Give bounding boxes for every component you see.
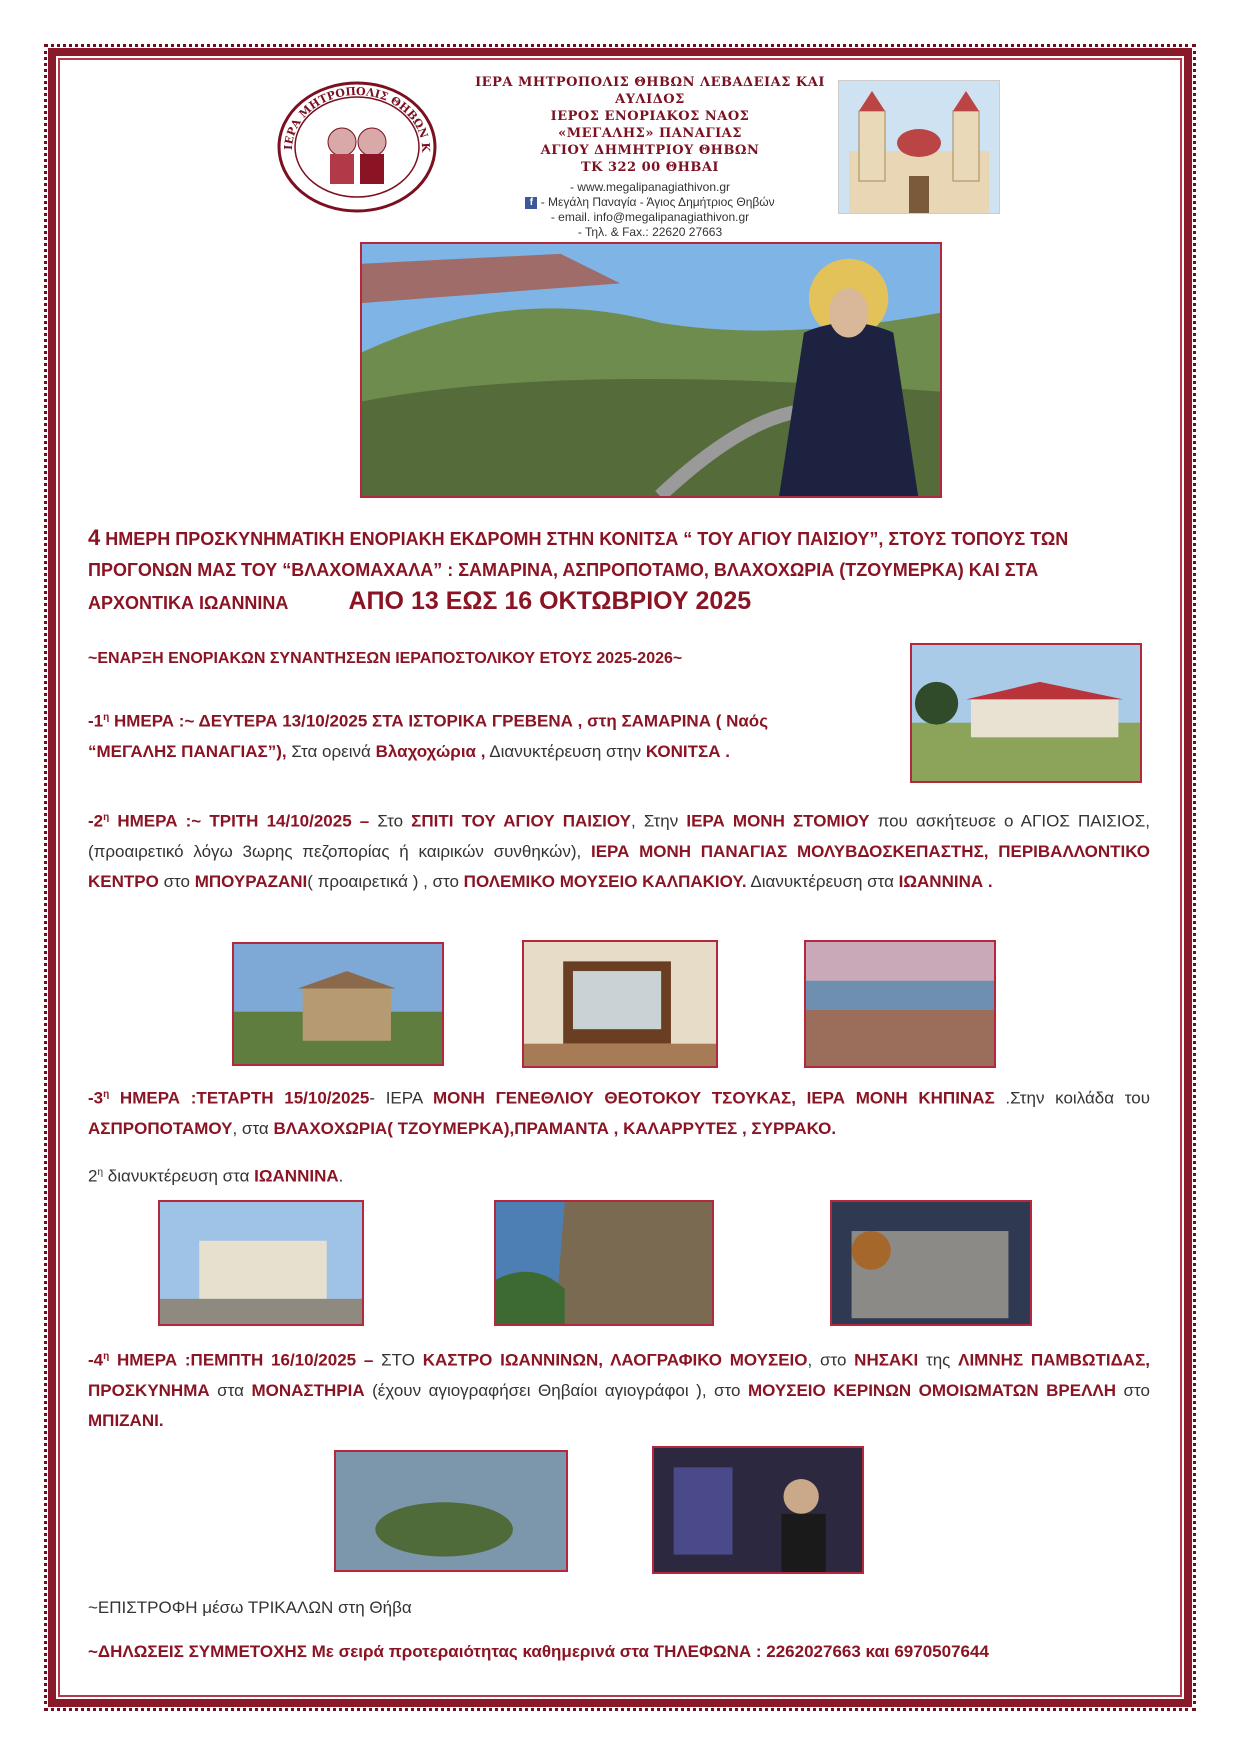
day3-overnight: $2^\eta$ διανυκτέρευση στα ΙΩΑΝΝΙΝΑ. <box>88 1166 344 1186</box>
molyvdoskepasti-monastery-photo <box>232 942 444 1066</box>
vrellis-wax-museum-photo <box>652 1446 864 1574</box>
day3-description: $-3^\eta$ ΗΜΕΡΑ :ΤΕΤΑΡΤΗ 15/10/2025- ΙΕΡΑ ΜΟΝΗ ΓΕΝΕΘΛΙΟΥ ΘΕΟΤΟΚΟΥ ΤΣΟΥΚΑΣ, ΙΕΡΑ ΜΟΝΗ ΚΗΠΙΝΑΣ .Στην κοιλάδα του ΑΣΠΡΟΠΟΤΑΜΟΥ, στα ΒΛΑΧΟΧΩΡΙΑ( ΤΖΟΥΜΕΡΚΑ),ΠΡΑΜΑΝΤΑ , ΚΑΛΑΡΡΥΤΕΣ , ΣΥΡΡΑΚΟ. <box>88 1088 1150 1138</box>
title-line-3: ΑΡΧΟΝΤΙΚΑ ΙΩΑΝΝΙΝΑ <box>88 593 289 613</box>
title-line-2: ΠΡΟΓΟΝΩΝ ΜΑΣ ΤΟΥ “ΒΛΑΧΟΜΑΧΑΛΑ” : ΣΑΜΑΡΙΝΑ, ΑΣΠΡΟΠΟΤΑΜΟ, ΒΛΑΧΟΧΩΡΙΑ (ΤΖΟΥΜΕΡΚΑ) ΚΑΙ ΣΤΑ <box>88 560 1039 580</box>
season-start-subtitle: ~ΕΝΑΡΞΗ ΕΝΟΡΙΑΚΩΝ ΣΥΝΑΝΤΗΣΕΩΝ ΙΕΡΑΠΟΣΤΟΛΙΚΟΥ ΕΤΟΥΣ 2025-2026~ <box>88 650 683 667</box>
email-link[interactable]: - email. info@megalipanagiathivon.gr <box>550 210 750 224</box>
facebook-link[interactable] <box>470 195 830 210</box>
metropolis-seal <box>272 80 442 215</box>
syrrako-village-photo <box>830 1200 1032 1326</box>
phone-fax: - Τηλ. & Fax.: 22620 27663 <box>577 225 723 239</box>
seal-text: ΙΕΡΑ ΜΗΤΡΟΠΟΛΙΣ ΘΗΒΩΝ Κ <box>281 84 433 153</box>
church-photo <box>838 80 1000 214</box>
header-line-1: ΙΕΡΑ ΜΗΤΡΟΠΟΛΙΣ ΘΗΒΩΝ ΛΕΒΑΔΕΙΑΣ ΚΑΙ ΑΥΛΙΔΟΣ <box>475 75 825 107</box>
trip-title: 4 ΗΜΕΡΗ ΠΡΟΣΚΥΝΗΜΑΤΙΚΗ ΕΝΟΡΙΑΚΗ ΕΚΔΡΟΜΗ ΣΤΗΝ ΚΟΝΙΤΣΑ “ ΤΟΥ ΑΓΙΟΥ ΠΑΙΣΙΟΥ”, ΣΤΟΥΣ ΤΟΠΟΥΣ ΤΩΝ ΠΡΟΓΟΝΩΝ ΜΑΣ ΤΟΥ “ΒΛΑΧΟΜΑΧΑΛΑ” : ΣΑΜΑΡΙΝΑ, ΑΣΠΡΟΠΟΤΑΜΟ, ΒΛΑΧΟΧΩΡΙΑ (ΤΖΟΥΜΕΡΚΑ) ΚΑΙ ΣΤΑ ΑΡΧΟΝΤΙΚΑ ΙΩΑΝΝΙΝΑ ΑΠΟ 13 ΕΩΣ 16 ΟΚΤΩΒΡΙΟΥ 2025 <box>88 522 1152 619</box>
day2-description: $-2^\eta$ ΗΜΕΡΑ :~ ΤΡΙΤΗ 14/10/2025 – Στο ΣΠΙΤΙ ΤΟΥ ΑΓΙΟΥ ΠΑΙΣΙΟΥ, Στην ΙΕΡΑ ΜΟΝΗ ΣΤΟΜΙΟΥ που ασκήτευσε ο ΑΓΙΟΣ ΠΑΙΣΙΟΣ, (προαιρετικό λόγω 3ωρης πεζοπορίας ή καιρικών συνθηκών), ΙΕΡΑ ΜΟΝΗ ΠΑΝΑΓΙΑΣ ΜΟΛΥΒΔΟΣΚΕΠΑΣΤΗΣ, ΠΕΡΙΒΑΛΛΟΝΤΙΚΟ ΚΕΝΤΡΟ στο ΜΠΟΥΡΑΖΑΝΙ( προαιρετικά ) , στο ΠΟΛΕΜΙΚΟ ΜΟΥΣΕΙΟ ΚΑΛΠΑΚΙΟΥ. Διανυκτέρευση στα ΙΩΑΝΝΙΝΑ . <box>88 811 1150 891</box>
tsoukas-monastery-photo <box>158 1200 364 1326</box>
samarina-church-photo <box>910 643 1142 783</box>
kipina-monastery-photo <box>494 1200 714 1326</box>
parish-header <box>470 74 830 240</box>
header-line-2: ΙΕΡΟΣ ΕΝΟΡΙΑΚΟΣ ΝΑΟΣ <box>550 109 750 124</box>
header-line-4: ΑΓΙΟΥ ΔΗΜΗΤΡΙΟΥ ΘΗΒΩΝ <box>540 143 760 158</box>
header-line-3: «ΜΕΓΑΛΗΣ» ΠΑΝΑΓΙΑΣ <box>558 126 742 141</box>
registration-info: ~ΔΗΛΩΣΕΙΣ ΣΥΜΜΕΤΟΧΗΣ Με σειρά προτεραιότητας καθημερινά στα ΤΗΛΕΦΩΝΑ : 2262027663 και 6970507644 <box>88 1642 989 1661</box>
ioannina-lake-view-photo <box>804 940 996 1068</box>
kalpaki-war-museum-photo <box>522 940 718 1068</box>
return-info: ~ΕΠΙΣΤΡΟΦΗ μέσω ΤΡΙΚΑΛΩΝ στη Θήβα <box>88 1598 412 1617</box>
day1-description: $-1^\eta$ ΗΜΕΡΑ :~ ΔΕΥΤΕΡΑ 13/10/2025 ΣΤΑ ΙΣΤΟΡΙΚΑ ΓΡΕΒΕΝΑ , στη ΣΑΜΑΡΙΝΑ ( Ναός “ΜΕΓΑΛΗΣ ΠΑΝΑΓΙΑΣ”), Στα ορεινά Βλαχοχώρια , Διανυκτέρευση στην ΚΟΝΙΤΣΑ . <box>88 711 769 761</box>
website-link[interactable]: - www.megalipanagiathivon.gr <box>569 180 731 194</box>
trip-dates: ΑΠΟ 13 ΕΩΣ 16 ΟΚΤΩΒΡΙΟΥ 2025 <box>348 587 752 615</box>
konitsa-saint-paisios-photo <box>360 242 942 498</box>
facebook-label: - Μεγάλη Παναγία - Άγιος Δημήτριος Θηβών <box>540 195 775 209</box>
title-line-1: ΗΜΕΡΗ ΠΡΟΣΚΥΝΗΜΑΤΙΚΗ ΕΝΟΡΙΑΚΗ ΕΚΔΡΟΜΗ ΣΤΗΝ ΚΟΝΙΤΣΑ “ ΤΟΥ ΑΓΙΟΥ ΠΑΙΣΙΟΥ”, ΣΤΟΥΣ ΤΟΠΟΥΣ ΤΩΝ <box>100 529 1069 549</box>
pamvotida-island-photo <box>334 1450 568 1572</box>
day4-description: $-4^\eta$ ΗΜΕΡΑ :ΠΕΜΠΤΗ 16/10/2025 – ΣΤΟ ΚΑΣΤΡΟ ΙΩΑΝΝΙΝΩΝ, ΛΑΟΓΡΑΦΙΚΟ ΜΟΥΣΕΙΟ, στο ΝΗΣΑΚΙ της ΛΙΜΝΗΣ ΠΑΜΒΩΤΙΔΑΣ, ΠΡΟΣΚΥΝΗΜΑ στα ΜΟΝΑΣΤΗΡΙΑ (έχουν αγιογραφήσει Θηβαίοι αγιογράφοι ), στο ΜΟΥΣΕΙΟ ΚΕΡΙΝΩΝ ΟΜΟΙΩΜΑΤΩΝ ΒΡΕΛΛΗ στο ΜΠΙΖΑΝΙ. <box>88 1350 1151 1430</box>
facebook-icon: f <box>525 197 537 209</box>
header-line-5: ΤΚ 322 00 ΘΗΒΑΙ <box>580 160 720 175</box>
